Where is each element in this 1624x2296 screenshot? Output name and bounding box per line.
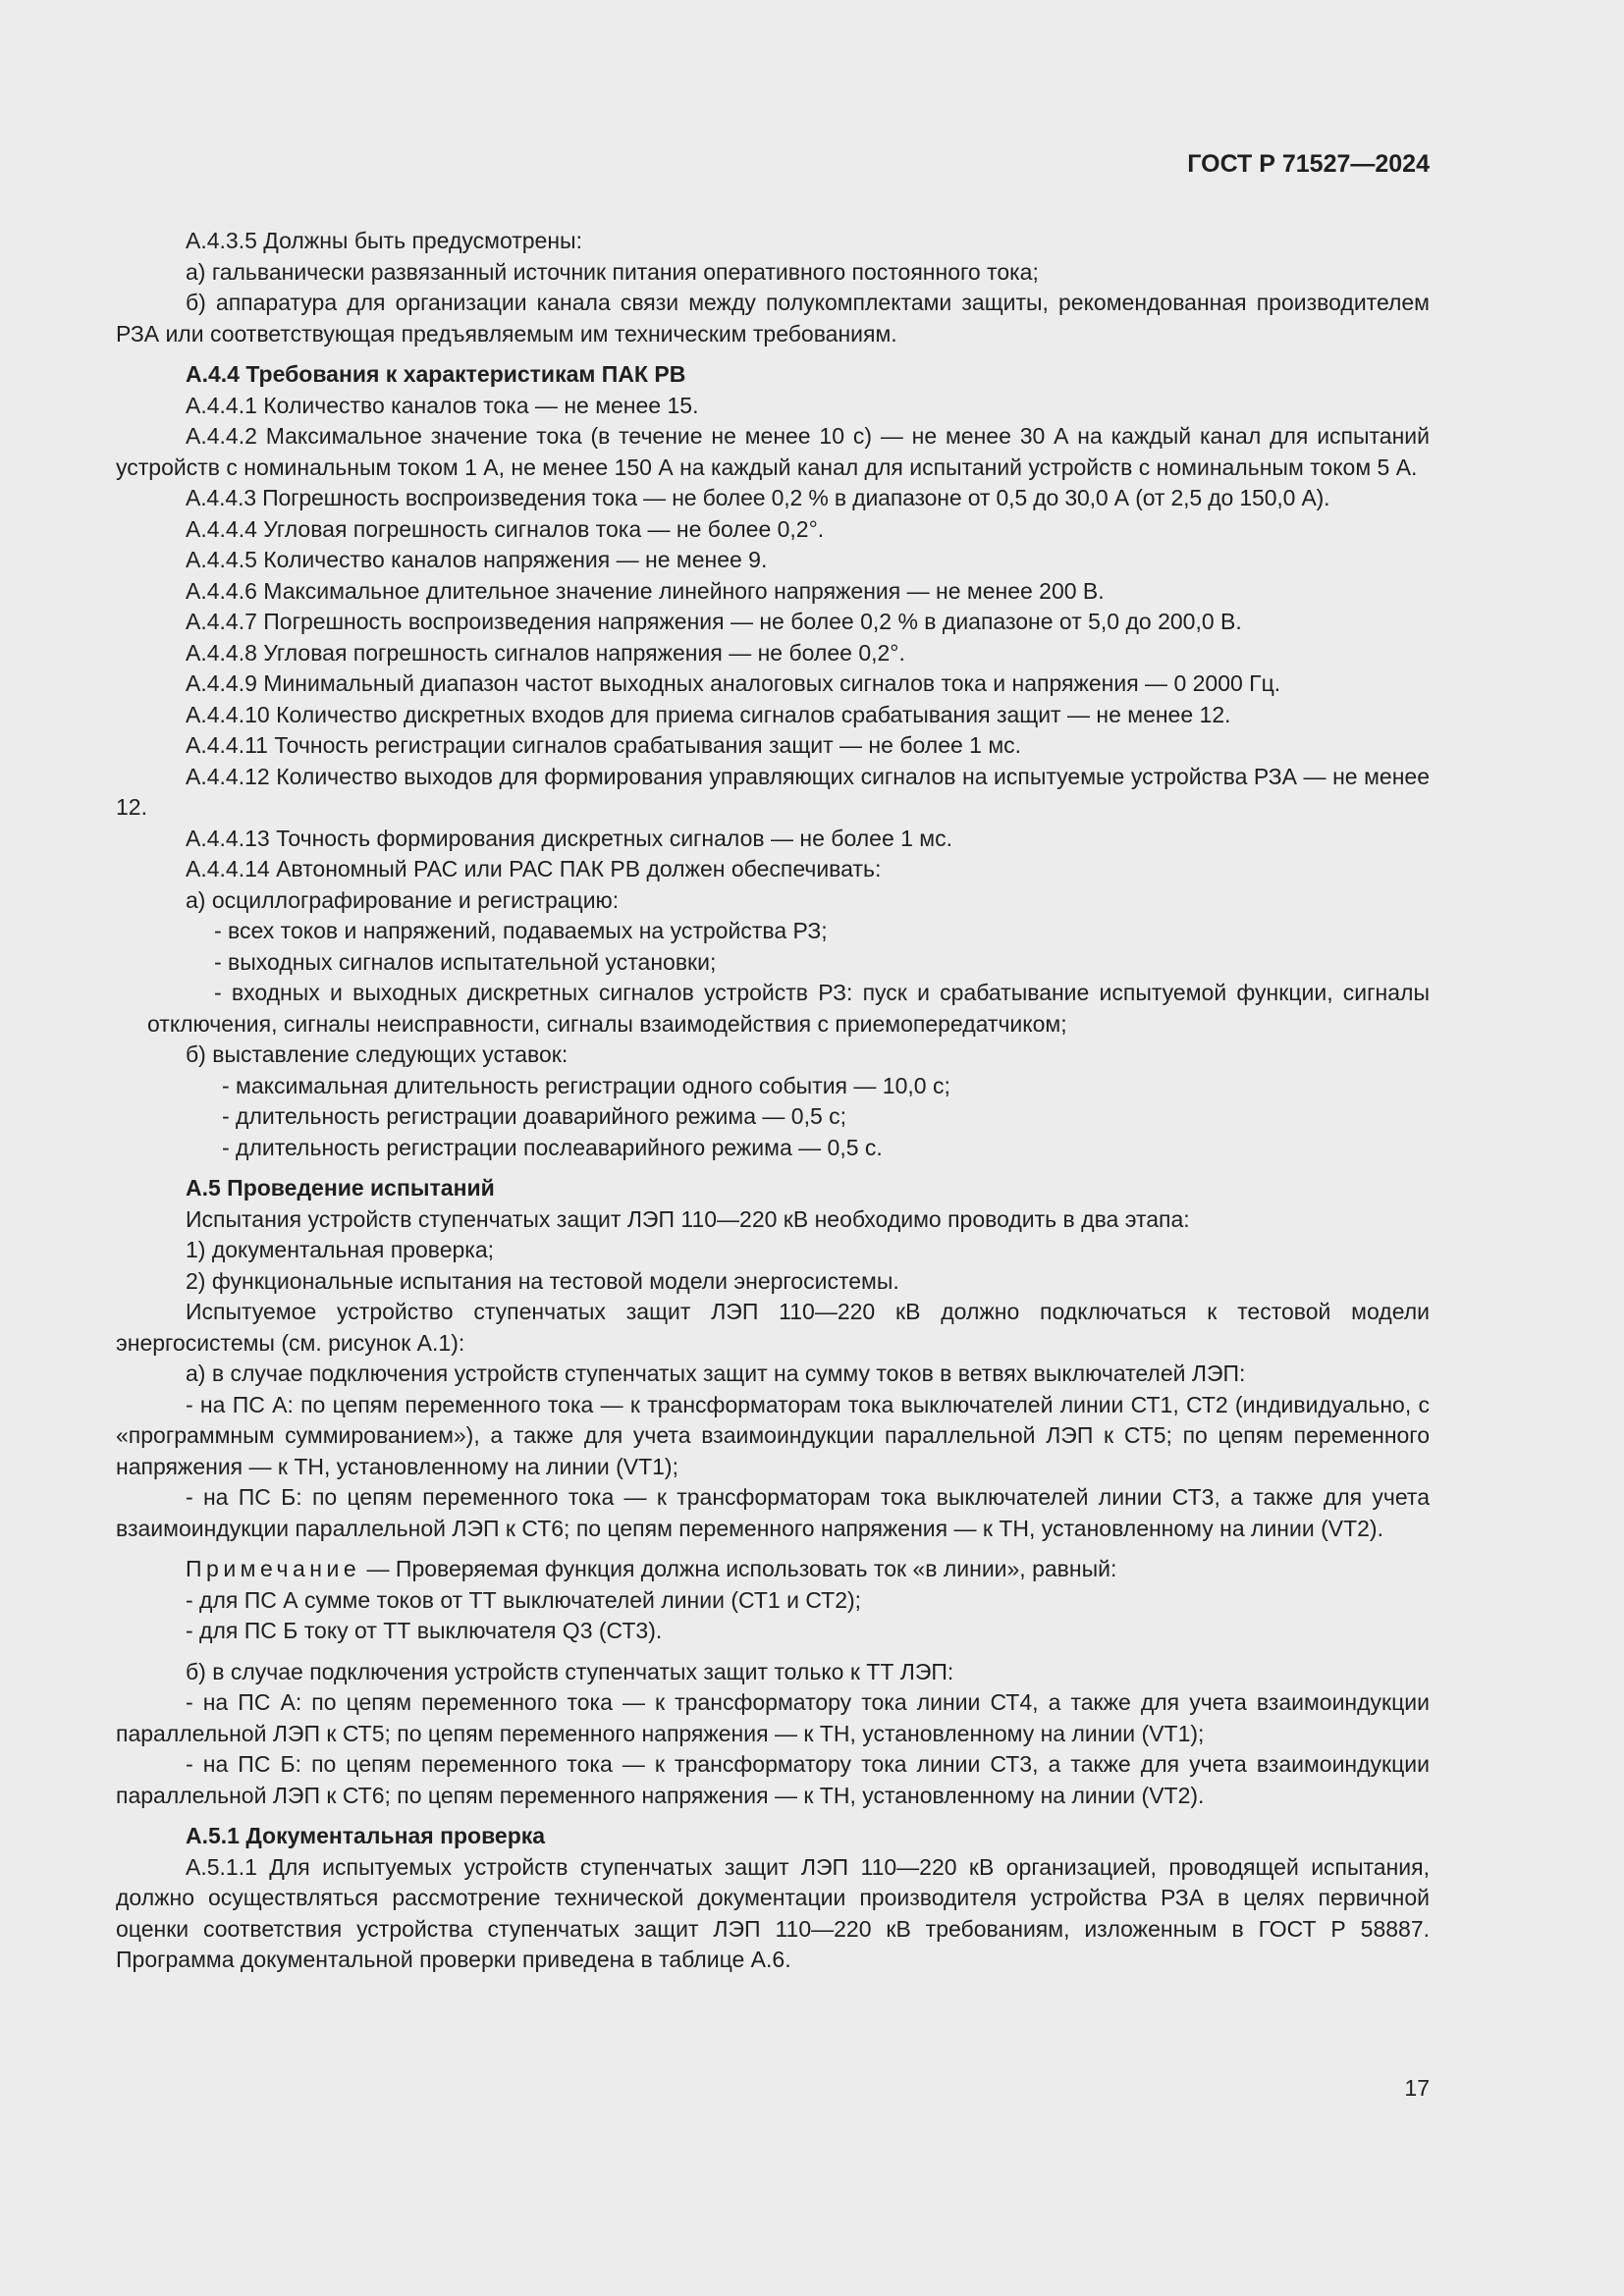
paragraph: А.4.4.4 Угловая погрешность сигналов тока — не более 0,2°. [186,515,825,542]
paragraph: 1) документальная проверка; [186,1237,495,1262]
paragraph: Испытуемое устройство ступенчатых защит ЛЭП 110—220 кВ должно подключаться к тестовой модели энергосистемы (см. рисунок А.1): [116,1299,1430,1356]
sub-list-item: - на ПС Б: по цепям переменного тока — к трансформатору тока линии СТ3, а также для учета взаимоиндукции параллельной ЛЭП к СТ6; по цепям переменного напряжения — к ТН, установленному на линии (VT2). [116,1751,1430,1808]
page-body [116,226,1430,1976]
paragraph: А.4.4.1 Количество каналов тока — не менее 15. [186,392,699,418]
paragraph: А.4.4.2 Максимальное значение тока (в течение не менее 10 с) — не менее 30 А на каждый канал для испытаний устройств с номинальным током 1 А, не менее 150 А на каждый канал для испытаний устройств с номинальным током 5 А. [116,423,1430,480]
note-label: Примечание [186,1556,361,1581]
paragraph: А.4.4.6 Максимальное длительное значение линейного напряжения — не менее 200 В. [186,577,1105,604]
sub-list-item: - на ПС А: по цепям переменного тока — к трансформатору тока линии СТ4, а также для учета взаимоиндукции параллельной ЛЭП к СТ5; по цепям переменного напряжения — к ТН, установленному на линии (VT1); [116,1689,1430,1746]
paragraph: Испытания устройств ступенчатых защит ЛЭП 110—220 кВ необходимо проводить в два этапа: [186,1205,1190,1232]
sub-list-item: - на ПС А: по цепям переменного тока — к трансформаторам тока выключателей линии СТ1, СТ2 (индивидуально, с «программным суммированием»), а также для учета взаимоиндукции параллельной ЛЭП к СТ5; по цепям переменного напряжения — к ТН, установленному на линии (VT1); [116,1391,1430,1479]
paragraph: А.4.4.13 Точность формирования дискретных сигналов — не более 1 мс. [186,825,953,851]
list-item: а) гальванически развязанный источник питания оперативного постоянного тока; [186,258,1039,285]
paragraph: А.4.4.3 Погрешность воспроизведения тока — не более 0,2 % в диапазоне от 0,5 до 30,0 А (от 2,5 до 150,0 А). [186,485,1330,510]
paragraph: А.4.4.7 Погрешность воспроизведения напряжения — не более 0,2 % в диапазоне от 5,0 до 200,0 В. [186,609,1242,634]
sub-list-item: - максимальная длительность регистрации одного события — 10,0 с; [222,1072,950,1098]
list-item: б) аппаратура для организации канала связи между полукомплектами защиты, рекомендованная производителем РЗА или соответствующая предъявляемым им техническим требованиям. [116,290,1430,347]
paragraph: А.4.4.14 Автономный РАС или РАС ПАК РВ должен обеспечивать: [186,856,882,881]
section-heading: А.5.1 Документальная проверка [186,1823,546,1848]
note-item: - для ПС Б току от ТТ выключателя Q3 (СТ3). [186,1618,663,1643]
paragraph: А.4.4.10 Количество дискретных входов для приема сигналов срабатывания защит — не менее 12. [186,701,1231,727]
list-item: б) в случае подключения устройств ступенчатых защит только к ТТ ЛЭП: [186,1658,954,1684]
paragraph: 2) функциональные испытания на тестовой модели энергосистемы. [186,1267,899,1294]
section-heading: А.4.4 Требования к характеристикам ПАК РВ [186,361,686,387]
paragraph: А.4.4.9 Минимальный диапазон частот выходных аналоговых сигналов тока и напряжения — 0 2000 Гц. [186,670,1281,696]
sub-list-item: - всех токов и напряжений, подаваемых на устройства РЗ; [214,918,828,943]
list-item: б) выставление следующих уставок: [186,1041,568,1067]
note-text: — Проверяемая функция должна использовать ток «в линии», равный: [360,1556,1117,1581]
sub-list-item: - на ПС Б: по цепям переменного тока — к трансформаторам тока выключателей линии СТ3, а также для учета взаимоиндукции параллельной ЛЭП к СТ6; по цепям переменного напряжения — к ТН, установленному на линии (VT2). [116,1484,1430,1541]
sub-list-item: - выходных сигналов испытательной установки; [214,948,717,975]
sub-list-item: - длительность регистрации послеаварийного режима — 0,5 с. [222,1134,883,1160]
page-number: 17 [1404,2075,1430,2101]
paragraph: А.4.4.11 Точность регистрации сигналов срабатывания защит — не более 1 мс. [186,732,1022,758]
paragraph: А.4.3.5 Должны быть предусмотрены: [186,228,582,253]
note [116,1554,1430,1585]
section-heading: А.5 Проведение испытаний [186,1175,495,1201]
paragraph: А.4.4.8 Угловая погрешность сигналов напряжения — не более 0,2°. [186,639,905,666]
sub-list-item: - длительность регистрации доаварийного режима — 0,5 с; [222,1103,847,1129]
list-item: а) в случае подключения устройств ступенчатых защит на сумму токов в ветвях выключателей ЛЭП: [186,1361,1246,1386]
paragraph: А.5.1.1 Для испытуемых устройств ступенчатых защит ЛЭП 110—220 кВ организацией, проводящей испытания, должно осуществляться рассмотрение технической документации производителя устройства РЗА в целях первичной оценки соответствия устройства ступенчатых защит ЛЭП 110—220 кВ требованиям, изложенным в ГОСТ Р 58887. Программа документальной проверки приведена в таблице А.6. [116,1853,1430,1972]
document-code-header: ГОСТ Р 71527—2024 [1187,150,1430,178]
note-item: - для ПС А сумме токов от ТТ выключателей линии (СТ1 и СТ2); [186,1586,862,1613]
sub-list-item: - входных и выходных дискретных сигналов устройств РЗ: пуск и срабатывание испытуемой функции, сигналы отключения, сигналы неисправности, сигналы взаимодействия с приемопередатчиком; [147,980,1430,1037]
list-item: а) осциллографирование и регистрацию: [186,886,620,913]
paragraph: А.4.4.12 Количество выходов для формирования управляющих сигналов на испытуемые устройства РЗА — не менее 12. [116,763,1430,820]
paragraph: А.4.4.5 Количество каналов напряжения — не менее 9. [186,547,768,572]
